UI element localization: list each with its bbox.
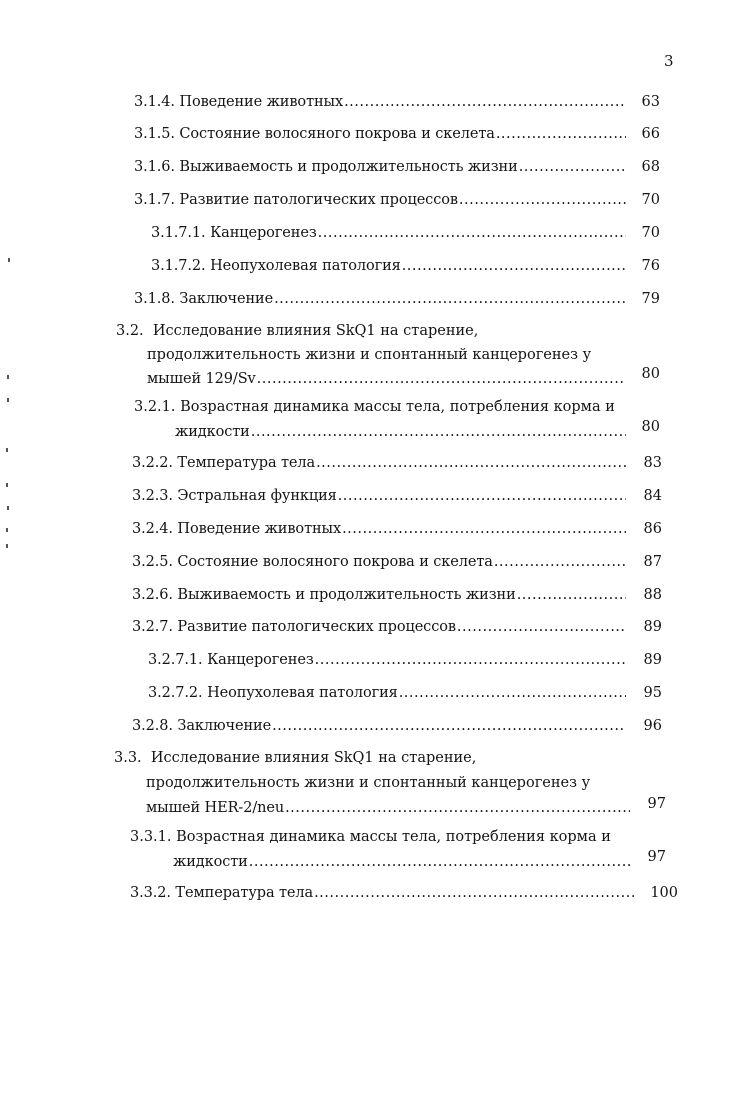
toc-title: Заключение [179,291,274,307]
toc-page: 80 [641,366,660,382]
toc-title: Поведение животных [177,521,342,537]
toc-page: 84 [643,488,662,504]
toc-entry [148,685,626,701]
toc-number: 3.2.3. [132,488,173,504]
toc-entry-heading [130,829,611,845]
toc-entry-heading [116,323,478,339]
toc-title: Исследование влияния SkQ1 на старение, [152,323,479,339]
leader-dots [318,225,626,241]
leader-dots [338,488,626,504]
toc-number: 3.1.7.1. [151,225,206,241]
toc-page: 66 [641,126,660,142]
toc-number: 3.1.7. [134,192,175,208]
toc-number: 3.3. [114,750,142,766]
toc-entry [148,652,626,668]
toc-page: 76 [641,258,660,274]
toc-title: Канцерогенез [207,652,314,668]
toc-page: 80 [641,419,660,435]
leader-dots [399,685,626,701]
toc-page: 89 [643,619,662,635]
toc-title: Поведение животных [179,94,344,110]
toc-number: 3.2.7.2. [148,685,203,701]
toc-entry-heading [134,399,615,415]
toc-title: Выживаемость и продолжительность жизни [179,159,518,175]
leader-dots [344,94,626,110]
toc-title: Выживаемость и продолжительность жизни [177,587,516,603]
toc-page: 86 [643,521,662,537]
toc-title-continuation: жидкости [173,854,248,870]
leader-dots [251,424,626,440]
toc-number: 3.1.8. [134,291,175,307]
toc-title-continuation: продолжительность жизни и спонтанный канцерогенез у [147,347,592,363]
toc-page: 79 [641,291,660,307]
leader-dots [402,258,626,274]
toc-page: 83 [643,455,662,471]
toc-number: 3.2.8. [132,718,173,734]
toc-number: 3.3.1. [130,829,172,845]
toc-entry [130,885,634,901]
leader-dots [517,587,626,603]
toc-title-continuation: мышей 129/Sv [147,371,256,387]
scan-mark [6,528,8,532]
toc-entry [134,192,626,208]
toc-number: 3.1.4. [134,94,175,110]
toc-number: 3.1.5. [134,126,175,142]
toc-page: 97 [647,796,666,812]
leader-dots [274,291,626,307]
toc-title: Развитие патологических процессов [179,192,458,208]
leader-dots [257,371,626,387]
scan-mark [7,506,9,510]
toc-title: Температура тела [177,455,316,471]
toc-number: 3.2.4. [132,521,173,537]
scan-mark [7,375,9,379]
toc-entry [134,291,626,307]
toc-entry [147,371,626,387]
scan-mark [8,258,10,262]
toc-entry [134,94,626,110]
toc-page: 95 [643,685,662,701]
toc-entry [132,718,626,734]
leader-dots [342,521,626,537]
leader-dots [272,718,626,734]
leader-dots [249,854,630,870]
toc-page: 97 [647,849,666,865]
scan-mark [6,483,8,487]
toc-number: 3.2.6. [132,587,173,603]
toc-page: 87 [643,554,662,570]
toc-entry [132,587,626,603]
toc-page: 89 [643,652,662,668]
toc-number: 3.2. [116,323,144,339]
toc-page: 88 [643,587,662,603]
toc-title-continuation: продолжительность жизни и спонтанный канцерогенез у [146,775,591,791]
toc-title: Возрастная динамика массы тела, потребления корма и [176,829,611,845]
toc-title-continuation: мышей HER-2/neu [146,800,285,816]
leader-dots [316,455,626,471]
page-number: 3 [664,52,674,70]
toc-title: Возрастная динамика массы тела, потребления корма и [180,399,615,415]
leader-dots [496,126,626,142]
toc-number: 3.1.6. [134,159,175,175]
toc-page: 70 [641,225,660,241]
toc-number: 3.2.7.1. [148,652,203,668]
toc-number: 3.3.2. [130,885,171,901]
leader-dots [314,885,634,901]
toc-entry [151,225,626,241]
toc-number: 3.2.2. [132,455,173,471]
toc-title: Заключение [177,718,272,734]
toc-entry [175,424,626,440]
toc-entry-heading [114,750,476,766]
toc-page: 100 [650,885,678,901]
toc-number: 3.2.7. [132,619,173,635]
toc-page: 63 [641,94,660,110]
toc-number: 3.2.1. [134,399,176,415]
toc-title: Состояние волосяного покрова и скелета [179,126,495,142]
toc-title: Состояние волосяного покрова и скелета [177,554,493,570]
toc-number: 3.1.7.2. [151,258,206,274]
toc-title-continuation: жидкости [175,424,250,440]
toc-page: 70 [641,192,660,208]
toc-entry [146,800,630,816]
toc-title: Неопухолевая патология [210,258,401,274]
scan-mark [6,448,8,452]
toc-page: 96 [643,718,662,734]
toc-entry [134,159,626,175]
scan-mark [7,398,9,402]
toc-entry [132,554,626,570]
leader-dots [457,619,626,635]
toc-number: 3.2.5. [132,554,173,570]
toc-entry [151,258,626,274]
leader-dots [285,800,630,816]
toc-entry [132,619,626,635]
toc-entry [173,854,630,870]
toc-title: Температура тела [175,885,314,901]
toc-entry [132,455,626,471]
toc-entry [132,521,626,537]
toc-title: Канцерогенез [210,225,317,241]
leader-dots [494,554,626,570]
toc-entry [132,488,626,504]
toc-title: Эстральная функция [177,488,337,504]
scan-mark [6,544,8,548]
toc-page: 68 [641,159,660,175]
leader-dots [519,159,626,175]
leader-dots [459,192,626,208]
toc-title: Развитие патологических процессов [177,619,456,635]
toc-title: Исследование влияния SkQ1 на старение, [150,750,477,766]
leader-dots [315,652,626,668]
toc-title: Неопухолевая патология [207,685,398,701]
toc-entry [134,126,626,142]
